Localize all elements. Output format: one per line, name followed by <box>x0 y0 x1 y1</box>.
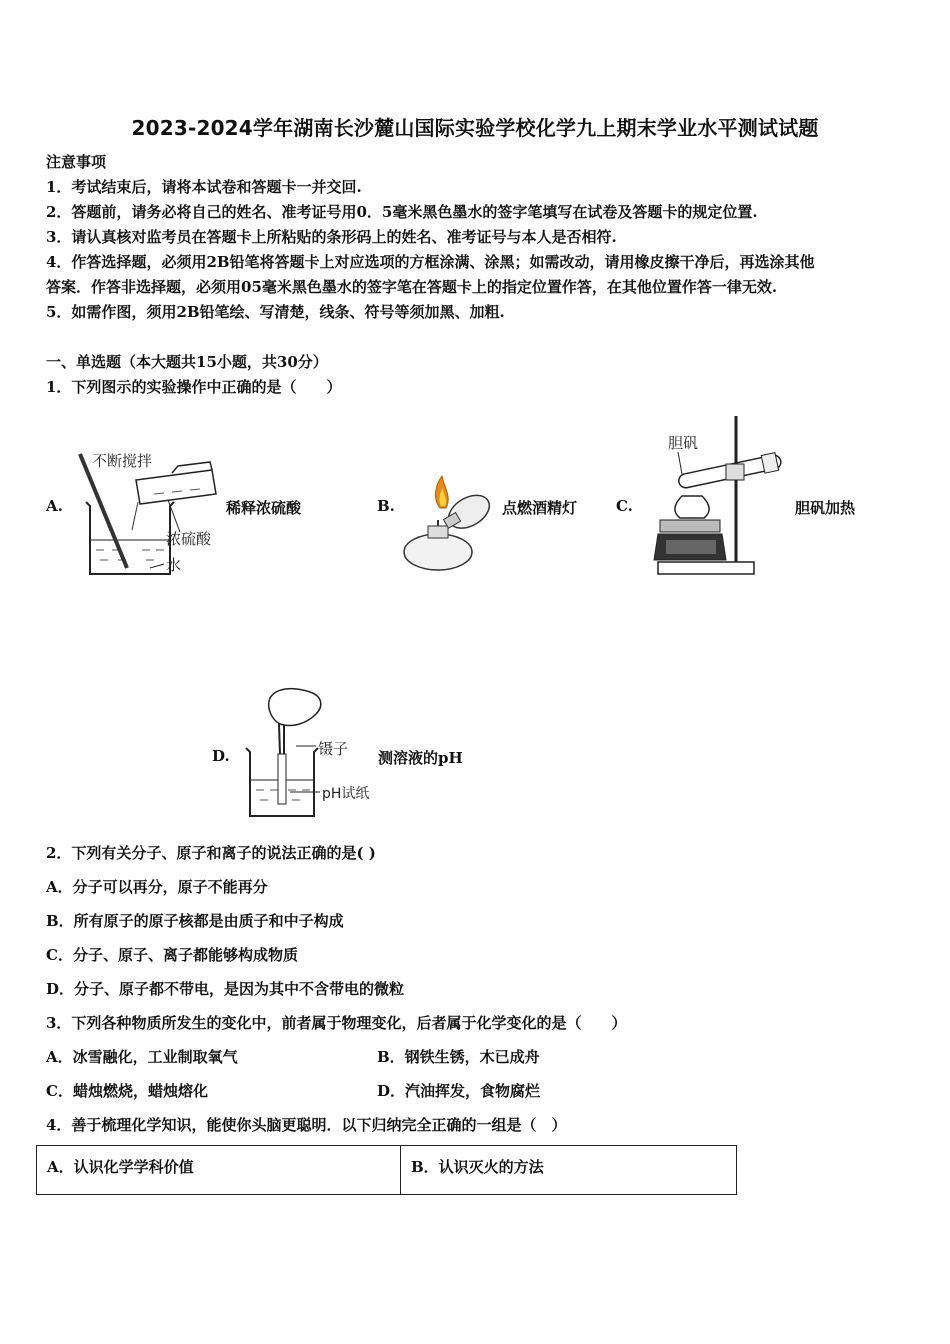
dilute-sulfuric-acid-figure <box>72 440 232 580</box>
table-cell: A．认识化学学科价值 <box>37 1146 401 1194</box>
option-d-label: D. <box>212 747 230 765</box>
option-a-label: A. <box>46 497 63 515</box>
stand-base-icon <box>658 562 754 574</box>
fig-label-copper-sulfate: 胆矾 <box>668 434 699 452</box>
stirring-rod-icon <box>80 454 127 568</box>
table-cell: B．认识灭火的方法 <box>411 1158 544 1176</box>
option-a-caption: 稀释浓硫酸 <box>226 499 302 517</box>
question-3-option: D．汽油挥发，食物腐烂 <box>377 1082 541 1100</box>
notice-item: 答案．作答非选择题，必须用05毫米黑色墨水的签字笔在答题卡上的指定位置作答，在其他位置作答一律无效. <box>46 278 778 296</box>
water-dashes <box>96 550 164 560</box>
ph-paper-icon <box>278 754 286 804</box>
option-c-caption: 胆矾加热 <box>795 499 856 517</box>
question-3-stem: 3．下列各种物质所发生的变化中，前者属于物理变化，后者属于化学变化的是（ ） <box>46 1014 627 1032</box>
notice-item: 3．请认真核对监考员在答题卡上所粘贴的条形码上的姓名、准考证号与本人是否相符. <box>46 228 617 246</box>
option-b-caption: 点燃酒精灯 <box>502 499 578 517</box>
alcohol-lamp-icon <box>404 534 472 570</box>
hand-icon <box>269 689 321 726</box>
question-4-stem: 4．善于梳理化学知识，能使你头脑更聪明．以下归纳完全正确的一组是（ ） <box>46 1116 567 1134</box>
question-2-option: D．分子、原子都不带电，是因为其中不含带电的微粒 <box>46 980 405 998</box>
question-2-option: C．分子、原子、离子都能够构成物质 <box>46 946 298 964</box>
question-3-option: C．蜡烛燃烧，蜡烛熔化 <box>46 1082 208 1100</box>
question-2-option: A．分子可以再分，原子不能再分 <box>46 878 268 896</box>
section-heading: 一、单选题（本大题共15小题，共30分） <box>46 353 328 371</box>
question-1-stem: 1．下列图示的实验操作中正确的是（ ） <box>46 378 342 396</box>
question-3-option: A．冰雪融化，工业制取氧气 <box>46 1048 238 1066</box>
acid-bottle-icon <box>136 470 216 504</box>
fig-label-stir: 不断搅拌 <box>92 452 153 470</box>
heat-copper-sulfate-figure <box>652 412 792 582</box>
question-3-option: B．钢铁生锈，木已成舟 <box>377 1048 540 1066</box>
clamp-icon <box>726 464 744 480</box>
notice-item: 1．考试结束后，请将本试卷和答题卡一并交回. <box>46 178 362 196</box>
page-title: 2023-2024学年湖南长沙麓山国际实验学校化学九上期末学业水平测试试题 <box>131 116 819 140</box>
fig-label-tweezers: 镊子 <box>318 740 349 758</box>
beaker-icon <box>86 502 174 574</box>
notice-item: 4．作答选择题，必须用2B铅笔将答题卡上对应选项的方框涂满、涂黑；如需改动，请用橡皮擦干净后，再选涂其他 <box>46 253 815 271</box>
measure-ph-figure <box>240 684 390 824</box>
notice-item: 2．答题前，请务必将自己的姓名、准考证号用0．5毫米黑色墨水的签字笔填写在试卷及答题卡的规定位置. <box>46 203 758 221</box>
option-c-label: C. <box>616 497 633 515</box>
option-d-caption: 测溶液的pH <box>378 749 463 767</box>
fig-label-water: 水 <box>166 556 182 574</box>
fig-label-ph-paper: pH试纸 <box>322 786 370 802</box>
fig-label-acid: 浓硫酸 <box>166 530 212 548</box>
option-b-label: B. <box>377 497 395 515</box>
question-2-stem: 2．下列有关分子、原子和离子的说法正确的是( ) <box>46 844 376 862</box>
notice-item: 5．如需作图，须用2B铅笔绘、写清楚，线条、符号等须加黑、加粗. <box>46 303 505 321</box>
question-4-table <box>36 1145 737 1195</box>
flame-outline-icon <box>675 496 709 518</box>
light-alcohol-lamp-figure <box>398 470 508 580</box>
notice-heading: 注意事项 <box>46 153 107 171</box>
question-2-option: B．所有原子的原子核都是由质子和中子构成 <box>46 912 344 930</box>
